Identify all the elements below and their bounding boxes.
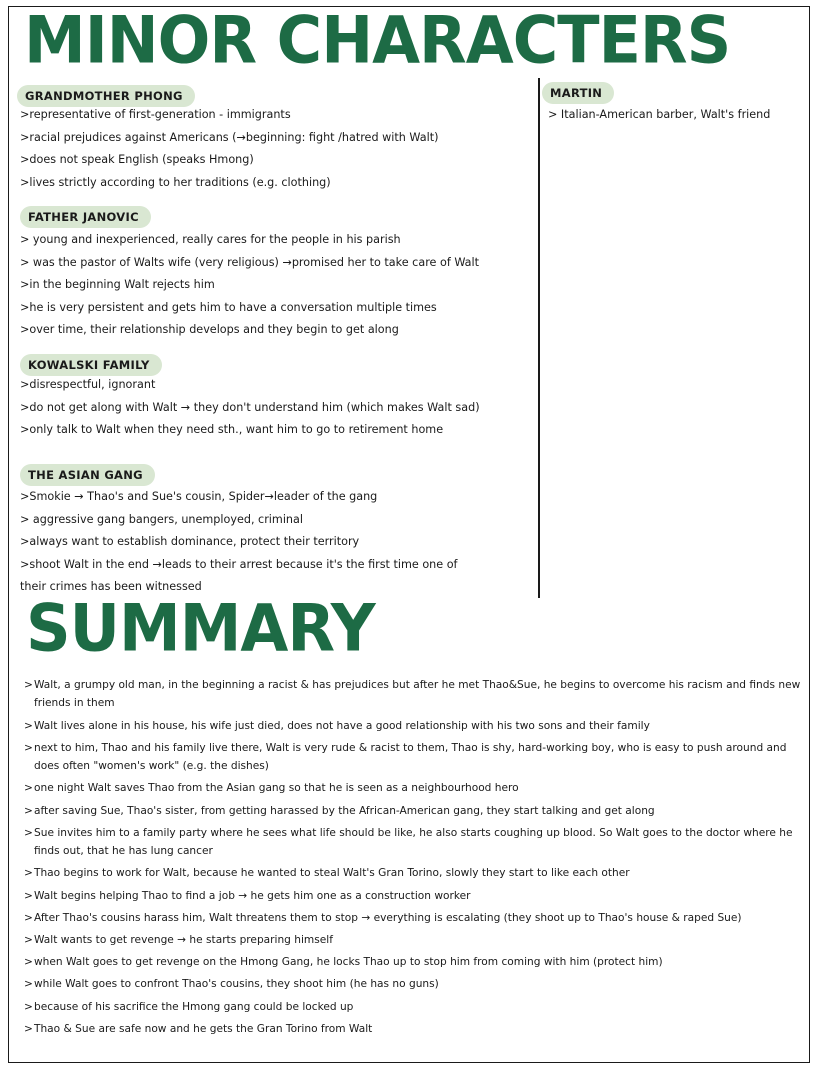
summary-item: > Thao & Sue are safe now and he gets the Gran Torino from Walt — [24, 1020, 804, 1038]
martin-points — [548, 104, 770, 127]
summary-item: > Thao begins to work for Walt, because he wanted to steal Walt's Gran Torino, slowly they start to like each other — [24, 864, 804, 882]
summary-item: > Walt, a grumpy old man, in the beginning a racist & has prejudices but after he met Thao&Sue, he begins to overcome his racism and finds new friends in them — [24, 676, 804, 713]
father-janovic-heading: FATHER JANOVIC — [20, 206, 151, 228]
summary-title: SUMMARY — [26, 589, 375, 667]
bullet: >lives strictly according to her traditions (e.g. clothing) — [20, 175, 331, 189]
bullet: >does not speak English (speaks Hmong) — [20, 153, 254, 166]
bullet: >always want to establish dominance, protect their territory — [20, 535, 360, 548]
summary-item: > when Walt goes to get revenge on the Hmong Gang, he locks Thao up to stop him from coming with him (protect him) — [24, 953, 804, 971]
bullet: >disrespectful, ignorant — [20, 378, 156, 391]
summary-item: > after saving Sue, Thao's sister, from getting harassed by the African-American gang, they start talking and get along — [24, 802, 804, 820]
summary-item: > because of his sacrifice the Hmong gang could be locked up — [24, 998, 804, 1016]
summary-item: > Walt lives alone in his house, his wife just died, does not have a good relationship with his two sons and their family — [24, 717, 804, 735]
bullet: >Smokie → Thao's and Sue's cousin, Spider→leader of the gang — [20, 490, 378, 503]
bullet: > Italian-American barber, Walt's friend — [548, 108, 771, 121]
summary-item: > Walt wants to get revenge → he starts preparing himself — [24, 931, 804, 949]
asian-gang-heading: THE ASIAN GANG — [20, 464, 155, 486]
bullet: >he is very persistent and gets him to have a conversation multiple times — [20, 300, 437, 314]
bullet: >only talk to Walt when they need sth., want him to go to retirement home — [20, 423, 444, 436]
grandmother-phong-heading: GRANDMOTHER PHONG — [17, 85, 195, 107]
kowalski-family-points — [20, 374, 480, 442]
grandmother-phong-points — [20, 104, 438, 194]
bullet: > young and inexperienced, really cares for the people in his parish — [20, 233, 401, 246]
bullet: >in the beginning Walt rejects him — [20, 278, 215, 291]
bullet: >over time, their relationship develops and they begin to get along — [20, 323, 399, 336]
summary-item: > After Thao's cousins harass him, Walt threatens them to stop → everything is escalating (they shoot up to Thao's house & raped Sue) — [24, 909, 804, 927]
summary-list — [24, 676, 804, 1042]
minor-characters-title: MINOR CHARACTERS — [24, 1, 731, 79]
father-janovic-points — [20, 229, 479, 342]
asian-gang-points — [20, 486, 458, 599]
summary-item: > while Walt goes to confront Thao's cousins, they shoot him (he has no guns) — [24, 975, 804, 993]
bullet: >shoot Walt in the end →leads to their arrest because it's the first time one of — [20, 557, 458, 571]
bullet: >racial prejudices against Americans (→beginning: fight /hatred with Walt) — [20, 130, 439, 144]
bullet: > was the pastor of Walts wife (very religious) →promised her to take care of Walt — [20, 255, 480, 269]
summary-item: > Sue invites him to a family party where he sees what life should be like, he also starts coughing up blood. So Walt goes to the doctor where he finds out, that he has lung cancer — [24, 824, 804, 861]
martin-heading: MARTIN — [542, 82, 614, 104]
summary-item: > one night Walt saves Thao from the Asian gang so that he is seen as a neighbourhood hero — [24, 779, 804, 797]
column-divider — [538, 78, 540, 598]
summary-item: > next to him, Thao and his family live there, Walt is very rude & racist to them, Thao is shy, hard-working boy, who is easy to push around and does often "women's work" (e.g. the dishes) — [24, 739, 804, 776]
bullet: their crimes has been witnessed — [20, 580, 202, 593]
bullet: >do not get along with Walt → they don't understand him (which makes Walt sad) — [20, 400, 480, 414]
kowalski-family-heading: KOWALSKI FAMILY — [20, 354, 162, 376]
summary-item: > Walt begins helping Thao to find a job → he gets him one as a construction worker — [24, 887, 804, 905]
bullet: > aggressive gang bangers, unemployed, criminal — [20, 512, 303, 526]
bullet: >representative of first-generation - immigrants — [20, 108, 291, 121]
